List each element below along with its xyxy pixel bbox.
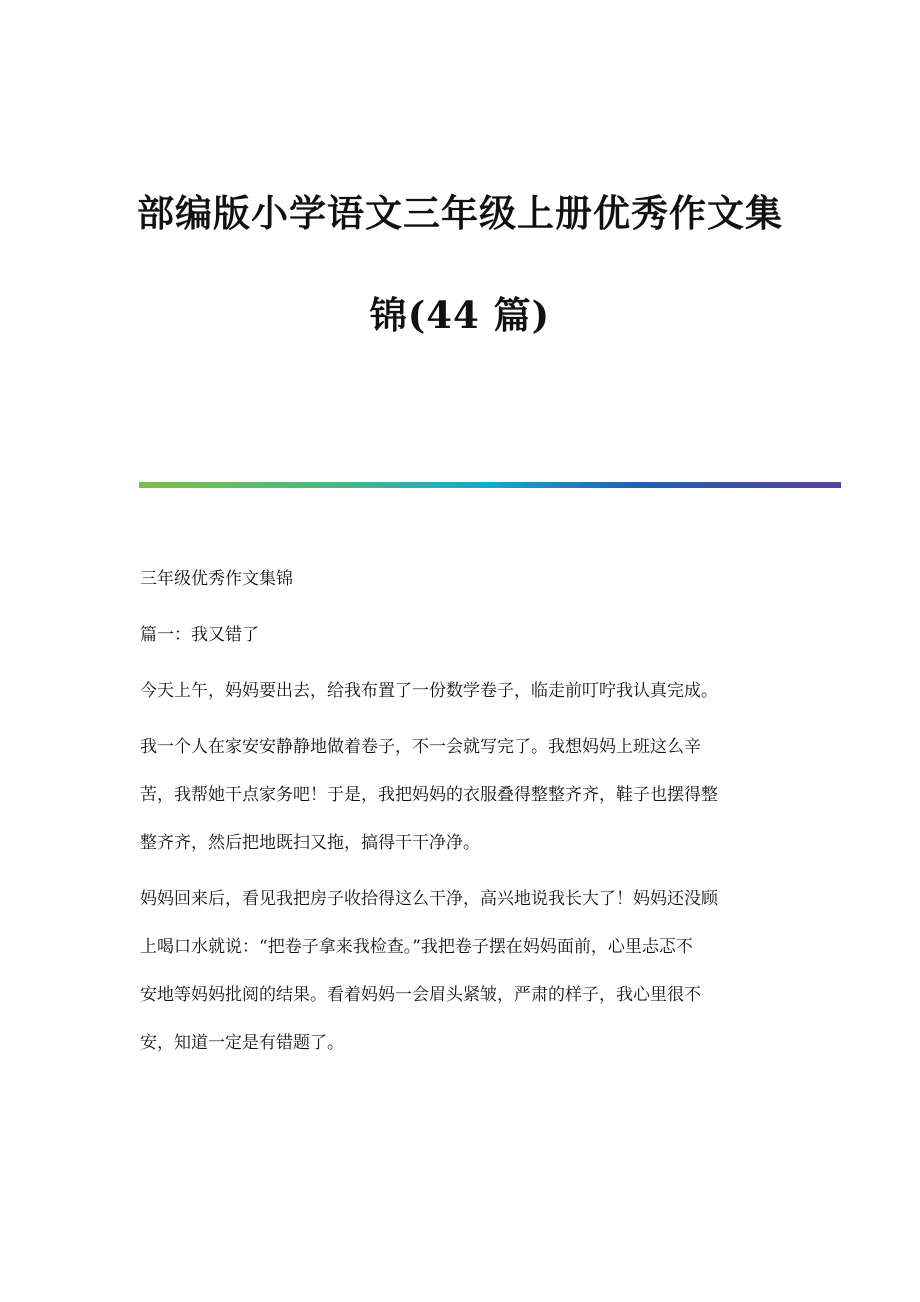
paragraph-line: 上喝口水就说：“把卷子拿来我检查。”我把卷子摆在妈妈面前，心里忐忑不 — [140, 937, 693, 957]
paragraph-line: 今天上午，妈妈要出去，给我布置了一份数学卷子，临走前叮咛我认真完成。 — [140, 681, 718, 701]
paragraph-line: 安，知道一定是有错题了。 — [140, 1033, 344, 1053]
paragraph-1 — [140, 678, 780, 704]
chapter-heading: 篇一：我又错了 — [140, 625, 259, 645]
title-line-2: 锦(44 篇) — [369, 293, 551, 337]
paragraph-2 — [140, 734, 780, 856]
document-title — [0, 188, 920, 340]
gradient-divider — [139, 482, 841, 488]
paragraph-3 — [140, 886, 780, 1056]
collection-subtitle: 三年级优秀作文集锦 — [140, 569, 293, 589]
document-body — [140, 566, 780, 1056]
paragraph-line: 安地等妈妈批阅的结果。看着妈妈一会眉头紧皱，严肃的样子，我心里很不 — [140, 985, 701, 1005]
paragraph-line: 我一个人在家安安静静地做着卷子，不一会就写完了。我想妈妈上班这么辛 — [140, 737, 701, 757]
paragraph-line: 妈妈回来后，看见我把房子收拾得这么干净，高兴地说我长大了！妈妈还没顾 — [140, 889, 718, 909]
title-line-1: 部编版小学语文三年级上册优秀作文集 — [137, 191, 783, 235]
paragraph-line: 苦，我帮她干点家务吧！于是，我把妈妈的衣服叠得整整齐齐，鞋子也摆得整 — [140, 785, 718, 805]
paragraph-line: 整齐齐，然后把地既扫又拖，搞得干干净净。 — [140, 833, 480, 853]
